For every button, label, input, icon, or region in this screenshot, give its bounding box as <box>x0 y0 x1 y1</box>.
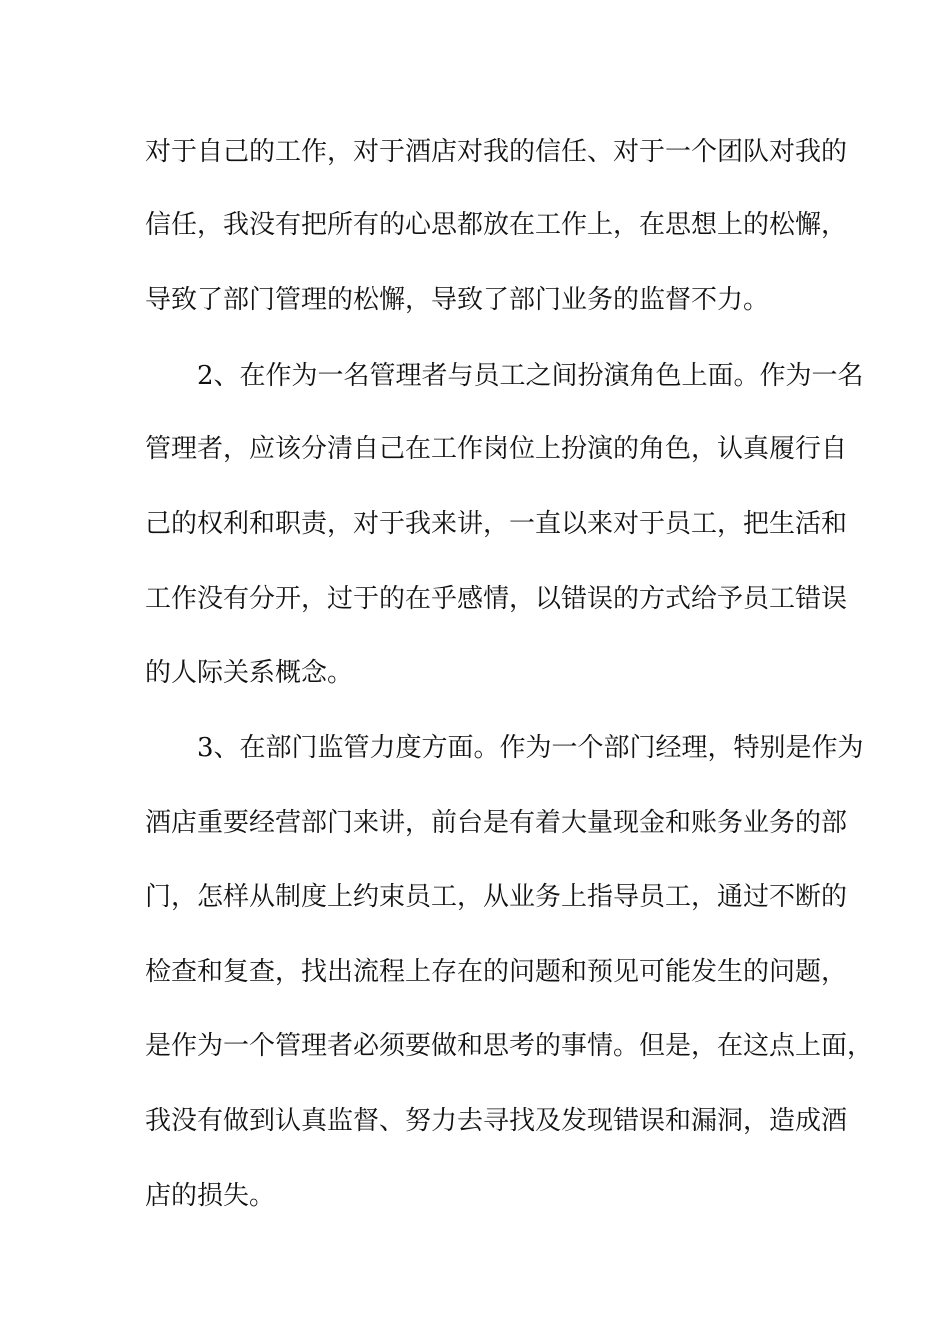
paragraph-3-first-line: 3、在部门监管力度方面。作为一个部门经理，特别是作为 <box>145 733 864 763</box>
text-line: 门，怎样从制度上约束员工，从业务上指导员工，通过不断的 <box>145 882 848 912</box>
text-line: 工作没有分开，过于的在乎感情，以错误的方式给予员工错误 <box>145 584 848 614</box>
text-line: 酒店重要经营部门来讲，前台是有着大量现金和账务业务的部 <box>145 808 848 838</box>
text-line: 信任，我没有把所有的心思都放在工作上，在思想上的松懈， <box>145 210 848 240</box>
text-line: 检查和复查，找出流程上存在的问题和预见可能发生的问题， <box>145 957 848 987</box>
text-line: 己的权利和职责，对于我来讲，一直以来对于员工，把生活和 <box>145 509 848 539</box>
text-line: 我没有做到认真监督、努力去寻找及发现错误和漏洞，造成酒 <box>145 1106 848 1136</box>
text-line: 是作为一个管理者必须要做和思考的事情。但是，在这点上面， <box>145 1031 874 1061</box>
text-line: 管理者，应该分清自己在工作岗位上扮演的角色，认真履行自 <box>145 434 848 464</box>
text-line: 店的损失。 <box>145 1181 276 1211</box>
paragraph-2-first-line: 2、在作为一名管理者与员工之间扮演角色上面。作为一名 <box>145 361 864 391</box>
text-line: 导致了部门管理的松懈，导致了部门业务的监督不力。 <box>145 285 770 315</box>
text-line: 对于自己的工作，对于酒店对我的信任、对于一个团队对我的 <box>145 137 848 167</box>
text-line: 的人际关系概念。 <box>145 658 354 688</box>
